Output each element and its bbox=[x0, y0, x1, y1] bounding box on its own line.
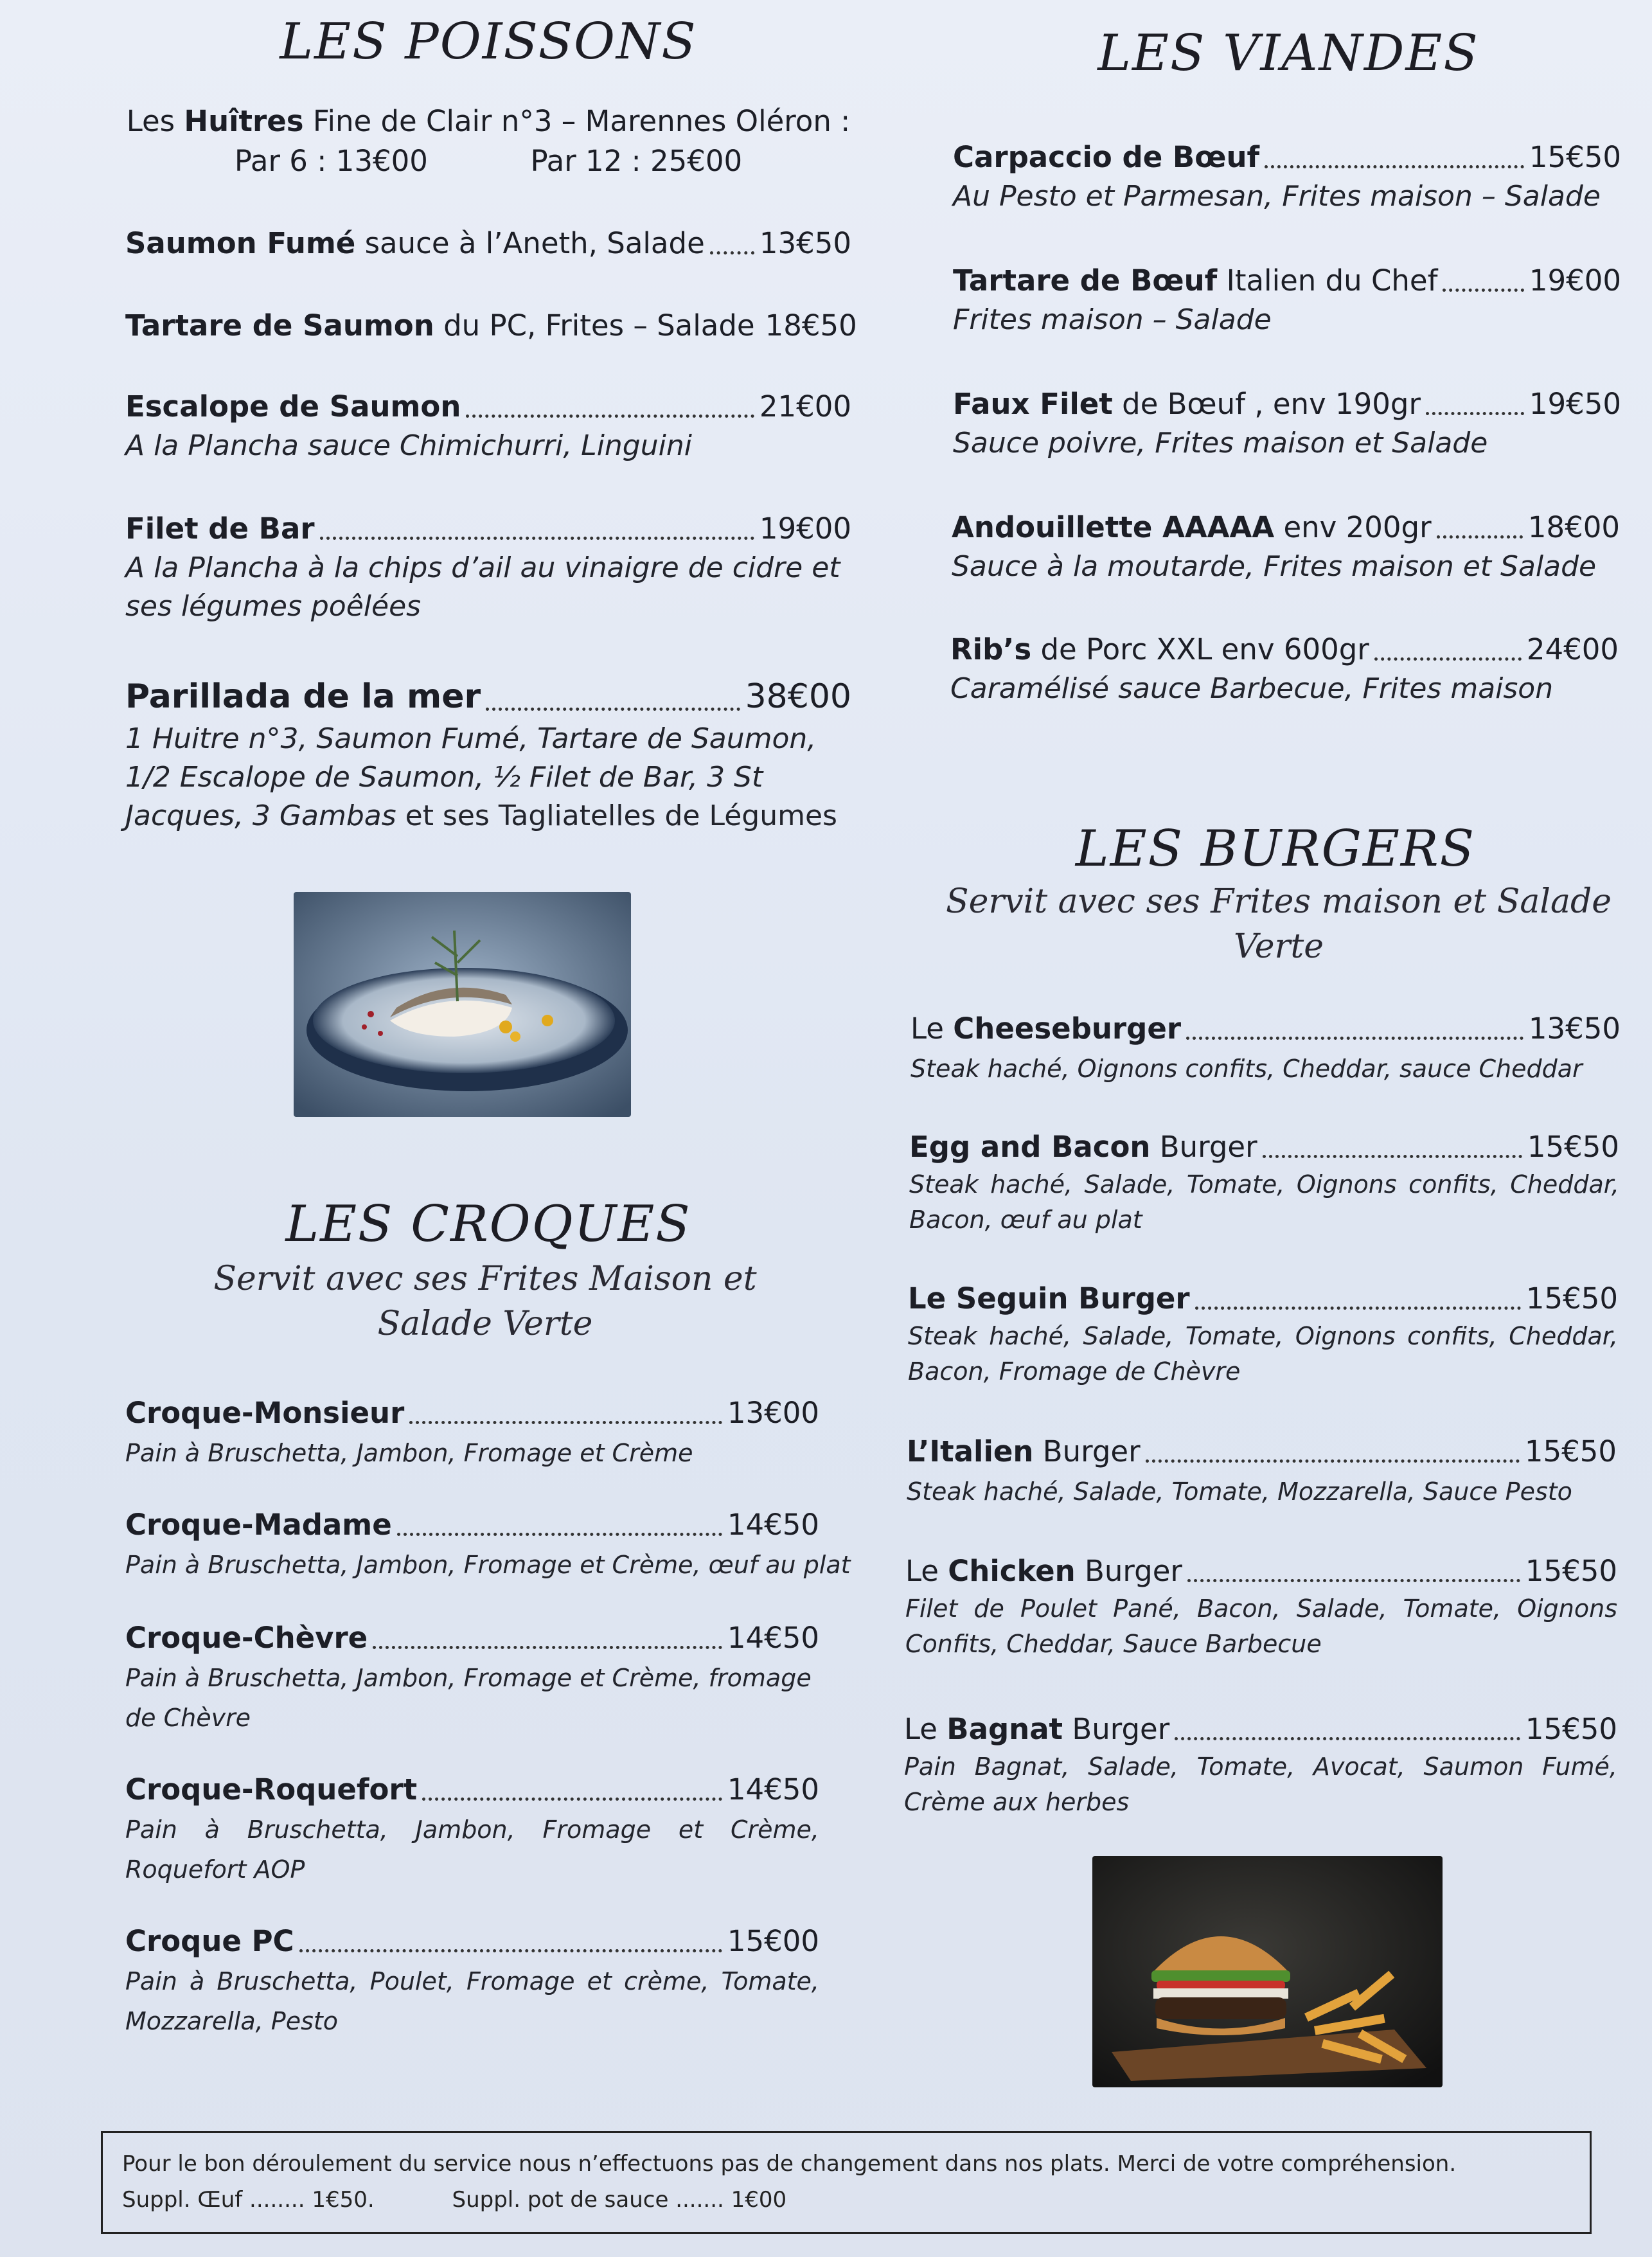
menu-item-italien-burger: L’Italien Burger 15€50 Steak haché, Salade, Tomate, Mozzarella, Sauce Pesto bbox=[907, 1432, 1617, 1512]
item-description: Pain à Bruschetta, Jambon, Fromage et Crème, fromage de Chèvre bbox=[125, 1664, 812, 1732]
item-price: 15€50 bbox=[1525, 1712, 1617, 1746]
item-description: Steak haché, Salade, Tomate, Oignons confits, Cheddar, Bacon, œuf au plat bbox=[909, 1170, 1619, 1234]
menu-item-tartare-saumon: Tartare de Saumon du PC, Frites – Salade 18€50 bbox=[125, 306, 851, 346]
item-price: 19€00 bbox=[759, 512, 851, 546]
supplements bbox=[122, 2182, 1570, 2218]
menu-item-carpaccio: Carpaccio de Bœuf 15€50 Au Pesto et Parmesan, Frites maison – Salade bbox=[953, 138, 1621, 216]
item-description: Pain à Bruschetta, Jambon, Fromage et Crème, œuf au plat bbox=[125, 1551, 851, 1579]
item-description: Steak haché, Oignons confits, Cheddar, sauce Cheddar bbox=[910, 1055, 1583, 1083]
croques-subtitle: Servit avec ses Frites Maison et Salade Verte bbox=[213, 1260, 757, 1343]
item-description: A la Plancha sauce Chimichurri, Linguini bbox=[125, 429, 692, 462]
item-price: 14€50 bbox=[727, 1621, 819, 1655]
item-price: 18€50 bbox=[765, 308, 857, 343]
menu-item-tartare-boeuf: Tartare de Bœuf Italien du Chef 19€00 Frites maison – Salade bbox=[953, 261, 1621, 339]
footer-notice-box bbox=[101, 2131, 1592, 2234]
item-description: Sauce poivre, Frites maison et Salade bbox=[953, 427, 1488, 459]
item-price: 19€00 bbox=[1529, 263, 1621, 298]
item-price: 15€50 bbox=[1529, 140, 1621, 174]
item-price: 14€50 bbox=[727, 1508, 819, 1542]
item-description: Steak haché, Salade, Tomate, Mozzarella, Sauce Pesto bbox=[907, 1477, 1572, 1506]
menu-item-saumon-fume: Saumon Fumé sauce à l’Aneth, Salade 13€50 bbox=[125, 224, 851, 263]
menu-item-filet-bar: Filet de Bar 19€00 A la Plancha à la chips d’ail au vinaigre de cidre et ses légumes poêlées bbox=[125, 509, 851, 626]
footer-notice: Pour le bon déroulement du service nous n’effectuons pas de changement dans nos plats. Merci de votre compréhension. bbox=[122, 2151, 1457, 2177]
burger-photo bbox=[1092, 1856, 1443, 2087]
burgers-subtitle: Servit avec ses Frites maison et Salade Verte bbox=[945, 882, 1612, 966]
item-description: Filet de Poulet Pané, Bacon, Salade, Tomate, Oignons Confits, Cheddar, Sauce Barbecue bbox=[905, 1594, 1617, 1658]
item-price: 15€50 bbox=[1525, 1554, 1617, 1588]
burgers-title: LES BURGERS bbox=[1075, 820, 1476, 878]
fish-dish-photo bbox=[294, 892, 631, 1117]
item-description: Pain à Bruschetta, Poulet, Fromage et crème, Tomate, Mozzarella, Pesto bbox=[125, 1967, 819, 2035]
menu-item-chicken-burger: Le Chicken Burger 15€50 Filet de Poulet Pané, Bacon, Salade, Tomate, Oignons Confits, Cheddar, Sauce Barbecue bbox=[905, 1551, 1617, 1662]
item-description: A la Plancha à la chips d’ail au vinaigre de cidre et ses légumes poêlées bbox=[125, 551, 840, 623]
item-price: 18€00 bbox=[1527, 510, 1620, 544]
menu-item-andouillette: Andouillette AAAAA env 200gr 18€00 Sauce à la moutarde, Frites maison et Salade bbox=[952, 508, 1620, 586]
croques-title: LES CROQUES bbox=[285, 1195, 691, 1253]
item-description: Sauce à la moutarde, Frites maison et Salade bbox=[952, 550, 1597, 583]
item-price: 13€50 bbox=[759, 226, 851, 260]
menu-item-escalope-saumon: Escalope de Saumon 21€00 A la Plancha sauce Chimichurri, Linguini bbox=[125, 387, 851, 465]
oysters-item: Les Huîtres Fine de Clair n°3 – Marennes Oléron : Par 6 : 13€00 Par 12 : 25€00 bbox=[125, 102, 851, 181]
menu-item-croque-madame: Croque-Madame 14€50 Pain à Bruschetta, Jambon, Fromage et Crème, œuf au plat bbox=[125, 1505, 851, 1585]
item-description: Pain à Bruschetta, Jambon, Fromage et Crème bbox=[125, 1439, 693, 1467]
supplement-egg: Suppl. Œuf ........ 1€50. bbox=[122, 2187, 375, 2213]
item-price: 13€00 bbox=[727, 1396, 819, 1430]
menu-item-egg-bacon-burger: Egg and Bacon Burger 15€50 Steak haché, Salade, Tomate, Oignons confits, Cheddar, Bacon, œuf au plat bbox=[909, 1127, 1619, 1238]
oysters-price-12: Par 12 : 25€00 bbox=[530, 144, 743, 178]
poissons-title: LES POISSONS bbox=[280, 13, 697, 71]
menu-item-cheeseburger: Le Cheeseburger 13€50 Steak haché, Oignons confits, Cheddar, sauce Cheddar bbox=[910, 1009, 1621, 1089]
viandes-title: LES VIANDES bbox=[1097, 24, 1479, 82]
menu-item-ribs: Rib’s de Porc XXL env 600gr 24€00 Caramélisé sauce Barbecue, Frites maison bbox=[950, 630, 1619, 708]
item-price: 15€50 bbox=[1525, 1281, 1618, 1316]
supplement-sauce: Suppl. pot de sauce ....... 1€00 bbox=[452, 2187, 787, 2213]
item-price: 15€00 bbox=[727, 1924, 819, 1958]
item-description: Au Pesto et Parmesan, Frites maison – Salade bbox=[953, 180, 1601, 213]
item-description: Steak haché, Salade, Tomate, Oignons confits, Cheddar, Bacon, Fromage de Chèvre bbox=[908, 1322, 1618, 1386]
item-description: Frites maison – Salade bbox=[953, 303, 1272, 336]
item-price: 21€00 bbox=[759, 389, 851, 424]
item-price: 13€50 bbox=[1528, 1012, 1621, 1046]
item-price: 19€50 bbox=[1529, 387, 1621, 421]
item-description: Pain Bagnat, Salade, Tomate, Avocat, Saumon Fumé, Crème aux herbes bbox=[904, 1753, 1617, 1816]
item-description: 1 Huitre n°3, Saumon Fumé, Tartare de Saumon, 1/2 Escalope de Saumon, ½ Filet de Bar, 3 St Jacques, 3 Gambas et ses Tagliatelles de Légumes bbox=[125, 722, 837, 832]
item-price: 14€50 bbox=[727, 1772, 819, 1806]
menu-item-seguin-burger: Le Seguin Burger 15€50 Steak haché, Salade, Tomate, Oignons confits, Cheddar, Bacon, Fromage de Chèvre bbox=[908, 1279, 1618, 1389]
item-price: 15€50 bbox=[1524, 1434, 1617, 1468]
menu-item-bagnat-burger: Le Bagnat Burger 15€50 Pain Bagnat, Salade, Tomate, Avocat, Saumon Fumé, Crème aux herbes bbox=[904, 1709, 1617, 1820]
menu-item-croque-roquefort: Croque-Roquefort 14€50 Pain à Bruschetta, Jambon, Fromage et Crème, Roquefort AOP bbox=[125, 1770, 851, 1889]
menu-item-croque-monsieur: Croque-Monsieur 13€00 Pain à Bruschetta, Jambon, Fromage et Crème bbox=[125, 1393, 851, 1473]
item-price: 15€50 bbox=[1527, 1130, 1619, 1164]
menu-item-croque-pc: Croque PC 15€00 Pain à Bruschetta, Poulet, Fromage et crème, Tomate, Mozzarella, Pesto bbox=[125, 1922, 851, 2041]
menu-item-croque-chevre: Croque-Chèvre 14€50 Pain à Bruschetta, Jambon, Fromage et Crème, fromage de Chèvre bbox=[125, 1618, 851, 1738]
item-description: Pain à Bruschetta, Jambon, Fromage et Crème, Roquefort AOP bbox=[125, 1815, 819, 1884]
item-price: 38€00 bbox=[745, 677, 851, 716]
item-price: 24€00 bbox=[1526, 632, 1619, 666]
menu-item-parillada: Parillada de la mer 38€00 1 Huitre n°3, Saumon Fumé, Tartare de Saumon, 1/2 Escalope de Saumon, ½ Filet de Bar, 3 St Jacques, 3 Gambas et ses Tagliatelles de Légumes bbox=[125, 674, 851, 835]
item-description: Caramélisé sauce Barbecue, Frites maison bbox=[950, 672, 1554, 705]
oysters-price-6: Par 6 : 13€00 bbox=[234, 144, 428, 178]
menu-item-faux-filet: Faux Filet de Bœuf , env 190gr 19€50 Sauce poivre, Frites maison et Salade bbox=[953, 384, 1621, 463]
